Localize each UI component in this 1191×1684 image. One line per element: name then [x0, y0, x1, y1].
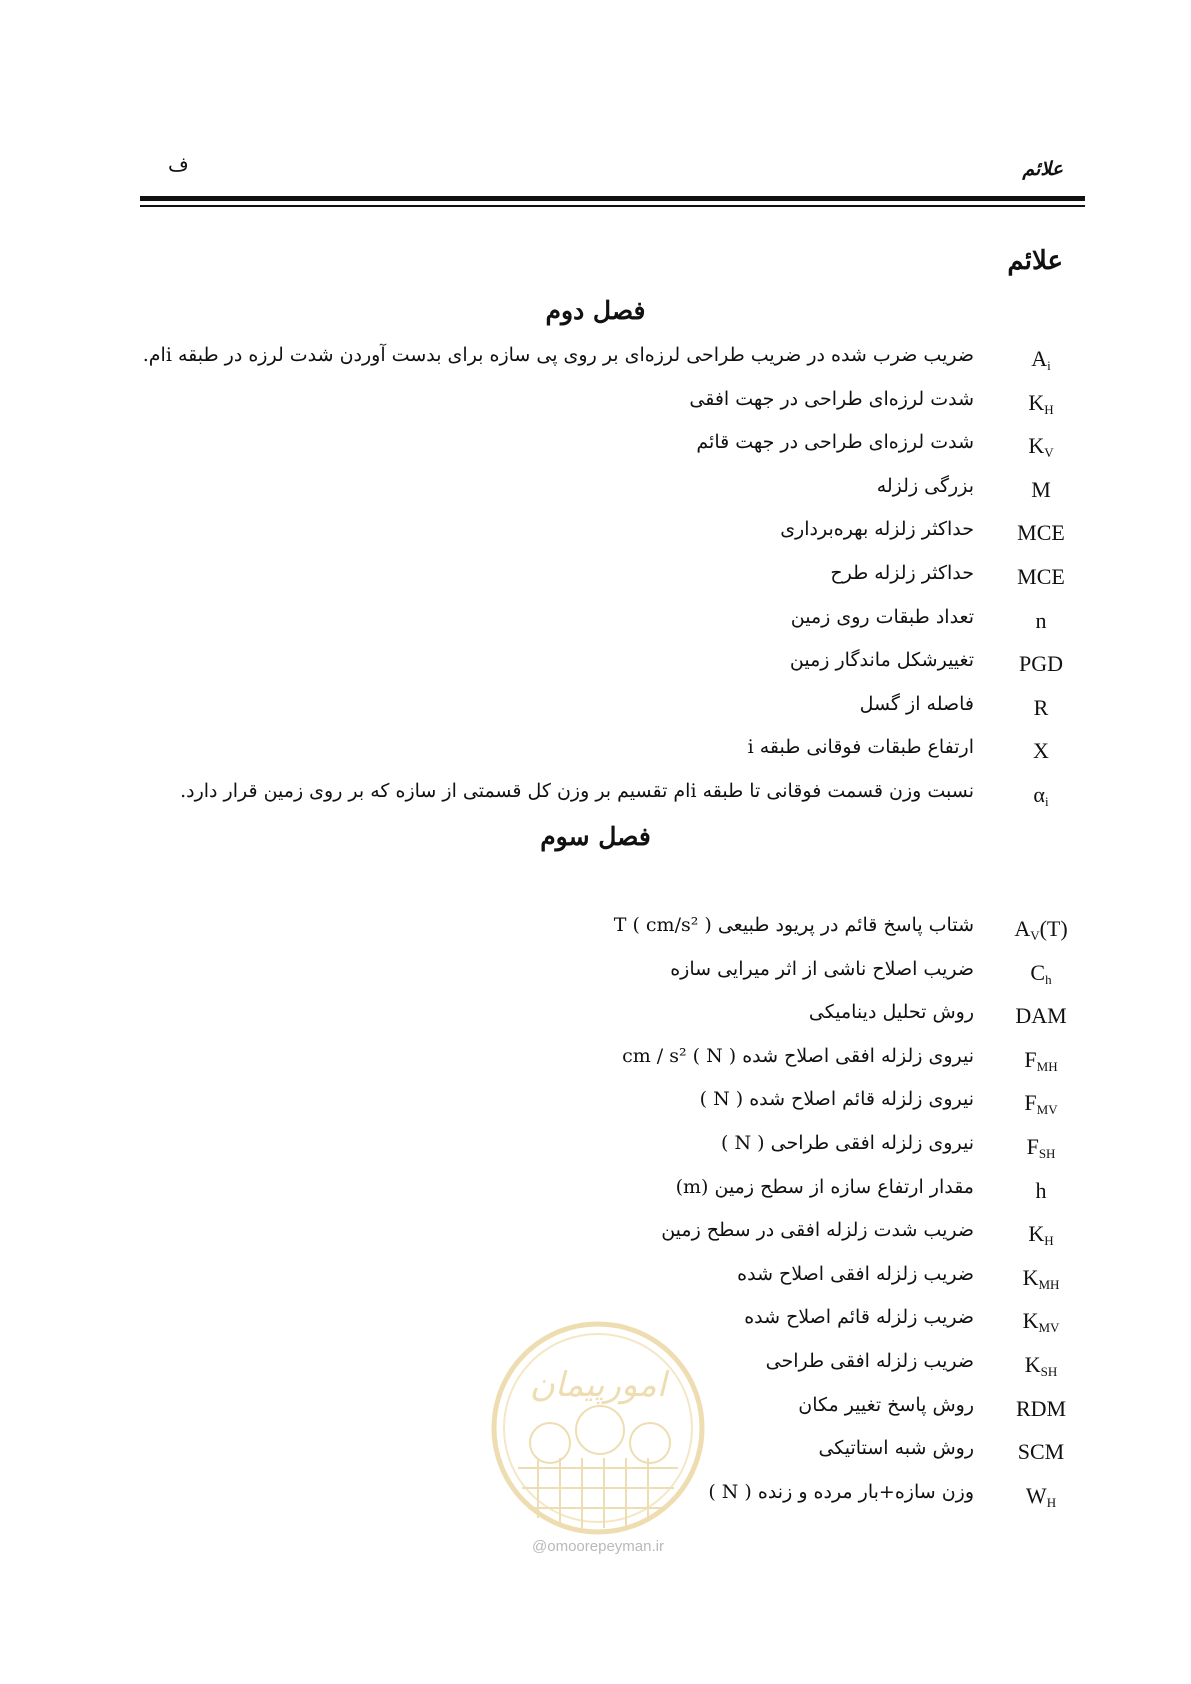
symbol-description: مقدار ارتفاع سازه از سطح زمین (m) — [675, 1175, 974, 1198]
symbol-list-chapter-2 — [142, 340, 1081, 820]
symbol — [1001, 782, 1081, 810]
symbol — [1001, 960, 1081, 988]
symbol-base: K — [1028, 433, 1045, 459]
symbol-subscript: SH — [1040, 1363, 1058, 1379]
symbol-row — [200, 602, 1081, 646]
symbol-description: حداکثر زلزله طرح — [830, 561, 974, 584]
symbol-description: تعداد طبقات روی زمین — [790, 605, 974, 628]
symbol-base: K — [1028, 389, 1045, 415]
symbol — [1001, 390, 1081, 418]
symbol — [1001, 651, 1081, 677]
symbol — [1001, 346, 1081, 374]
page-number: ف — [168, 152, 189, 176]
symbol-base: RDM — [1015, 1395, 1067, 1421]
symbol-subscript: V — [1044, 445, 1054, 461]
symbol — [1001, 1439, 1081, 1465]
symbol-row — [200, 558, 1081, 602]
symbol-row — [200, 427, 1081, 471]
symbol-base: K — [1022, 1264, 1039, 1290]
watermark-logo-text: امورپیمان — [529, 1365, 667, 1405]
symbol — [1001, 1265, 1081, 1293]
page-title: علائم — [1007, 246, 1063, 276]
symbol — [1001, 477, 1081, 503]
symbol-row — [180, 776, 1081, 820]
symbol-description: ضریب اصلاح ناشی از اثر میرایی سازه — [670, 957, 974, 980]
symbol-base: K — [1022, 1308, 1039, 1334]
symbol-description: روش شبه استاتیکی — [818, 1437, 974, 1460]
symbol-subscript: i — [1044, 793, 1049, 809]
symbol-row — [200, 954, 1081, 998]
symbol-base: α — [1033, 781, 1045, 807]
symbol-row — [200, 689, 1081, 733]
symbol — [1001, 520, 1081, 546]
symbol-base: A — [1031, 346, 1048, 371]
symbol-base: K — [1024, 1351, 1041, 1377]
symbol-description: روش پاسخ تغییر مکان — [798, 1393, 974, 1416]
symbol-base: C — [1030, 959, 1046, 985]
symbol-description: نیروی زلزله افقی اصلاح شده ( N ) cm / s² — [622, 1044, 974, 1067]
symbol — [1001, 1003, 1081, 1029]
symbol-base: F — [1024, 1090, 1037, 1116]
symbol-description: بزرگی زلزله — [876, 474, 974, 497]
symbol-base: MCE — [1017, 520, 1065, 546]
symbol-row — [200, 732, 1081, 776]
symbol-subscript: MH — [1036, 1058, 1058, 1074]
header-rule-thick — [140, 196, 1085, 201]
symbol-subscript: MH — [1038, 1276, 1060, 1292]
symbol — [1001, 1134, 1081, 1162]
symbol-suffix: (T) — [1039, 916, 1068, 941]
symbol-description: تغییرشکل ماندگار زمین — [789, 649, 974, 672]
symbol — [1001, 1047, 1081, 1075]
symbol-description: نسبت وزن قسمت فوقانی تا طبقه iام تقسیم بر وزن کل قسمتی از سازه که بر روی زمین قرار دارد. — [180, 779, 974, 802]
symbol-base: R — [1033, 694, 1049, 720]
symbol-subscript: H — [1044, 1233, 1054, 1249]
symbol-row — [200, 384, 1081, 428]
symbol-subscript: SH — [1038, 1145, 1056, 1161]
section-heading-chapter-3: فصل سوم — [540, 822, 651, 851]
symbol-description: شدت لرزه‌ای طراحی در جهت افقی — [689, 387, 974, 410]
symbol-row — [200, 997, 1081, 1041]
symbol — [1001, 916, 1081, 944]
symbol — [1001, 1221, 1081, 1249]
symbol-description: ضریب زلزله افقی طراحی — [765, 1349, 974, 1372]
symbol-description: ضریب شدت زلزله افقی در سطح زمین — [661, 1219, 974, 1242]
symbol-base: PGD — [1018, 651, 1063, 677]
watermark-site: @omoorepeyman.ir — [532, 1538, 664, 1555]
symbol-row — [200, 1084, 1081, 1128]
symbol-base: W — [1025, 1482, 1047, 1508]
symbol-description: ارتفاع طبقات فوقانی طبقه i — [747, 736, 974, 759]
symbol — [1001, 564, 1081, 590]
symbol-row — [200, 1259, 1081, 1303]
symbol-subscript: MV — [1036, 1102, 1058, 1118]
symbol — [1001, 1308, 1081, 1336]
symbol-description: شتاب پاسخ قائم در پریود طبیعی T ( cm/s² ) — [613, 914, 974, 936]
symbol-subscript: h — [1045, 971, 1052, 987]
symbol-base: n — [1035, 607, 1047, 633]
symbol-base: h — [1035, 1177, 1047, 1203]
running-header: علائم — [1022, 158, 1063, 180]
watermark-logo — [488, 1318, 708, 1538]
symbol — [1001, 1178, 1081, 1204]
symbol — [1001, 1483, 1081, 1511]
symbol-row — [200, 645, 1081, 689]
symbol-base: F — [1026, 1133, 1039, 1159]
symbol — [1001, 1396, 1081, 1422]
symbol-row — [200, 514, 1081, 558]
symbol-base: A — [1014, 916, 1031, 941]
symbol — [1001, 738, 1081, 764]
symbol — [1001, 433, 1081, 461]
symbol-description: روش تحلیل دینامیکی — [808, 1001, 974, 1024]
symbol-subscript: MV — [1038, 1320, 1060, 1336]
symbol-description: ضریب زلزله قائم اصلاح شده — [744, 1306, 974, 1329]
section-heading-chapter-2: فصل دوم — [545, 296, 646, 325]
symbol-row — [142, 340, 1081, 384]
symbol-description: ضریب ضرب شده در ضریب طراحی لرزه‌ای بر روی پی سازه برای بدست آوردن شدت لرزه در طبقه iام. — [142, 344, 974, 366]
symbol-base: DAM — [1015, 1003, 1067, 1029]
symbol-subscript: V — [1030, 928, 1040, 943]
symbol-description: حداکثر زلزله بهره‌برداری — [780, 518, 974, 541]
symbol — [1001, 695, 1081, 721]
symbol-description: شدت لرزه‌ای طراحی در جهت قائم — [696, 431, 974, 454]
symbol-row — [200, 1041, 1081, 1085]
symbol-base: SCM — [1017, 1439, 1065, 1465]
symbol-description: ضریب زلزله افقی اصلاح شده — [737, 1262, 974, 1285]
symbol-base: X — [1033, 738, 1049, 764]
symbol-row — [200, 1128, 1081, 1172]
header-rule-thin — [140, 205, 1085, 207]
symbol — [1001, 1352, 1081, 1380]
symbol-base: K — [1028, 1221, 1045, 1247]
symbol-row — [200, 471, 1081, 515]
symbol — [1001, 1090, 1081, 1118]
symbol-description: فاصله از گسل — [859, 692, 974, 715]
symbol-row — [200, 1215, 1081, 1259]
symbol — [1001, 608, 1081, 634]
symbol-base: F — [1024, 1046, 1037, 1072]
symbol-base: M — [1031, 476, 1051, 502]
symbol-subscript: i — [1047, 358, 1051, 373]
symbol-subscript: H — [1046, 1494, 1057, 1510]
symbol-row — [200, 1172, 1081, 1216]
symbol-subscript: H — [1044, 401, 1054, 417]
symbol-description: نیروی زلزله افقی طراحی ( N ) — [721, 1131, 974, 1154]
symbol-row — [200, 910, 1081, 954]
symbol-description: نیروی زلزله قائم اصلاح شده ( N ) — [699, 1088, 974, 1111]
symbol-base: MCE — [1017, 563, 1065, 589]
symbol-description: وزن سازه+بار مرده و زنده ( N ) — [708, 1480, 974, 1503]
